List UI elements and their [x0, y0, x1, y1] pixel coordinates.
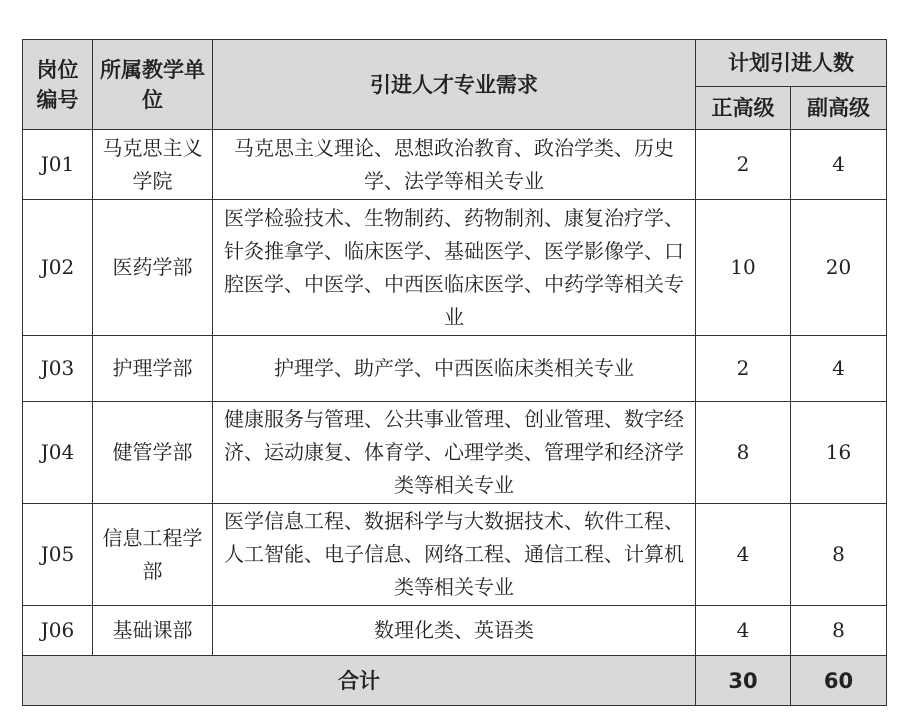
row-unit: 基础课部 — [93, 606, 213, 656]
row-senior: 10 — [696, 200, 791, 336]
row-requirement: 数理化类、英语类 — [213, 606, 696, 656]
row-vice: 20 — [791, 200, 887, 336]
row-unit: 护理学部 — [93, 336, 213, 402]
row-requirement: 护理学、助产学、中西医临床类相关专业 — [213, 336, 696, 402]
header-code: 岗位编号 — [23, 40, 93, 130]
total-senior: 30 — [696, 656, 791, 706]
row-vice: 8 — [791, 504, 887, 606]
row-requirement: 医学信息工程、数据科学与大数据技术、软件工程、人工智能、电子信息、网络工程、通信工程、计算机类等相关专业 — [213, 504, 696, 606]
row-requirement: 医学检验技术、生物制药、药物制剂、康复治疗学、针灸推拿学、临床医学、基础医学、医学影像学、口腔医学、中医学、中西医临床医学、中药学等相关专业 — [213, 200, 696, 336]
table-row — [23, 606, 887, 656]
row-senior: 2 — [696, 336, 791, 402]
row-senior: 2 — [696, 130, 791, 200]
header-plan: 计划引进人数 — [696, 40, 887, 87]
row-requirement: 马克思主义理论、思想政治教育、政治学类、历史学、法学等相关专业 — [213, 130, 696, 200]
row-unit: 信息工程学部 — [93, 504, 213, 606]
header-requirement: 引进人才专业需求 — [213, 40, 696, 130]
row-unit: 健管学部 — [93, 402, 213, 504]
row-senior: 4 — [696, 504, 791, 606]
row-senior: 8 — [696, 402, 791, 504]
row-code: J03 — [23, 336, 93, 402]
row-vice: 16 — [791, 402, 887, 504]
row-code: J01 — [23, 130, 93, 200]
header-unit: 所属教学单位 — [93, 40, 213, 130]
row-code: J02 — [23, 200, 93, 336]
table-row — [23, 336, 887, 402]
table-row — [23, 504, 887, 606]
row-senior: 4 — [696, 606, 791, 656]
row-vice: 4 — [791, 336, 887, 402]
row-unit: 马克思主义学院 — [93, 130, 213, 200]
row-requirement: 健康服务与管理、公共事业管理、创业管理、数字经济、运动康复、体育学、心理学类、管理学和经济学类等相关专业 — [213, 402, 696, 504]
row-vice: 4 — [791, 130, 887, 200]
table-row — [23, 402, 887, 504]
recruitment-table — [22, 39, 887, 706]
row-code: J04 — [23, 402, 93, 504]
row-code: J05 — [23, 504, 93, 606]
row-vice: 8 — [791, 606, 887, 656]
row-code: J06 — [23, 606, 93, 656]
row-unit: 医药学部 — [93, 200, 213, 336]
header-senior: 正高级 — [696, 87, 791, 130]
table-row — [23, 200, 887, 336]
total-label: 合计 — [23, 656, 696, 706]
total-row — [23, 656, 887, 706]
table-row — [23, 130, 887, 200]
total-vice: 60 — [791, 656, 887, 706]
header-vice: 副高级 — [791, 87, 887, 130]
